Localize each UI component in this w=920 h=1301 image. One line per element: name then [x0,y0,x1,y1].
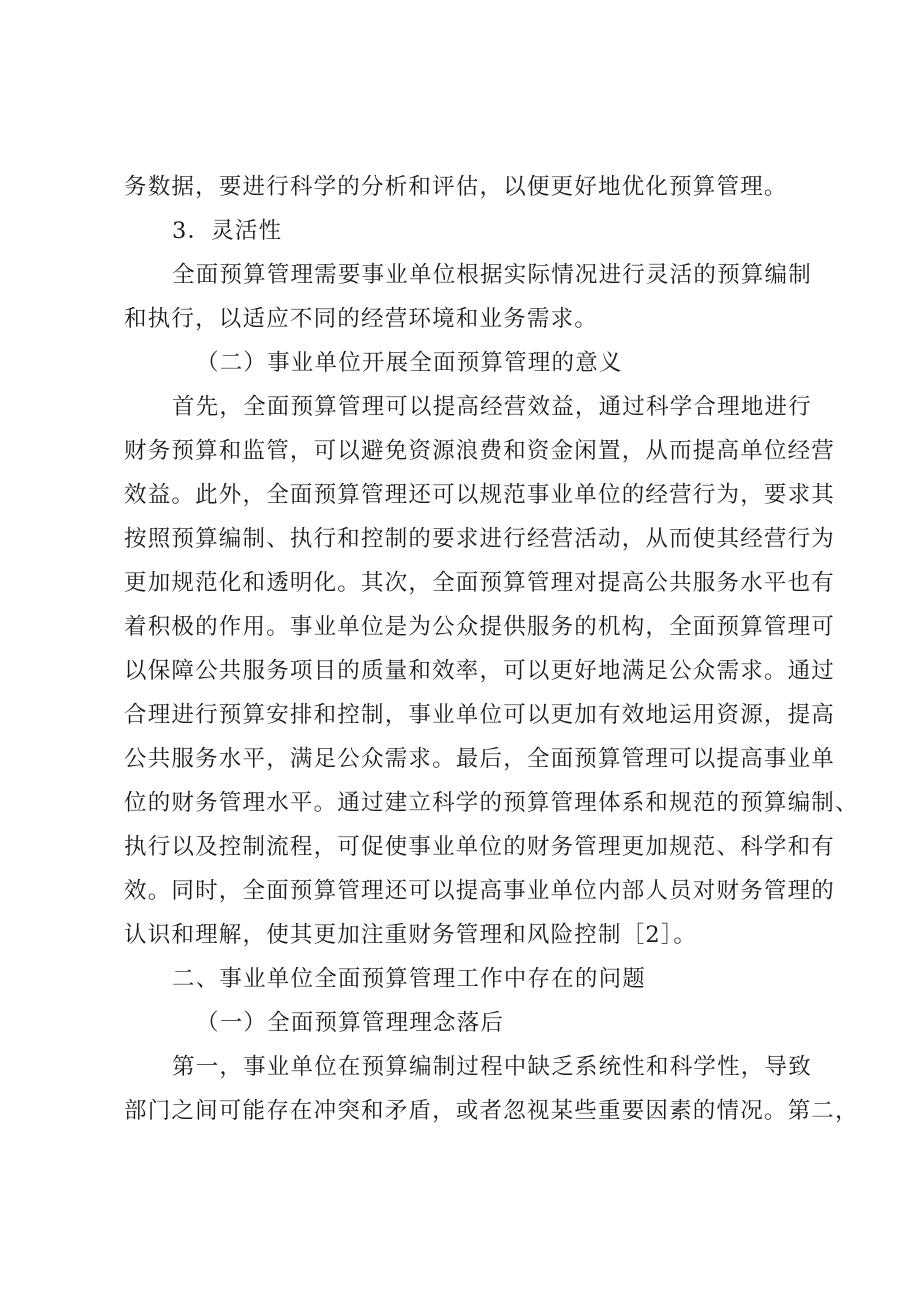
paragraph-line: 第一，事业单位在预算编制过程中缺乏系统性和科学性，导致 [172,1054,812,1080]
paragraph-line: 效。同时，全面预算管理还可以提高事业单位内部人员对财务管理的 [124,878,836,904]
paragraph-line: 认识和理解，使其更加注重财务管理和风险控制［2］。 [124,922,698,948]
paragraph-line: 公共服务水平，满足公众需求。最后，全面预算管理可以提高事业单 [124,746,836,772]
subsection-heading: 3．灵活性 [172,218,283,244]
paragraph-line: 财务预算和监管，可以避免资源浪费和资金闲置，从而提高单位经营 [124,438,836,464]
paragraph-line: 首先，全面预算管理可以提高经营效益，通过科学合理地进行 [172,394,812,420]
chapter-heading: 二、事业单位全面预算管理工作中存在的问题 [172,966,647,992]
section-heading: （一）全面预算管理理念落后 [196,1010,505,1036]
paragraph-line: 按照预算编制、执行和控制的要求进行经营活动，从而使其经营行为 [124,526,836,552]
paragraph-line: 执行以及控制流程，可促使事业单位的财务管理更加规范、科学和有 [124,834,836,860]
paragraph-line: 部门之间可能存在冲突和矛盾，或者忽视某些重要因素的情况。第二， [124,1098,859,1124]
paragraph-line: 着积极的作用。事业单位是为公众提供服务的机构，全面预算管理可 [124,614,836,640]
section-heading: （二）事业单位开展全面预算管理的意义 [196,350,623,376]
paragraph-line: 效益。此外，全面预算管理还可以规范事业单位的经营行为，要求其 [124,482,836,508]
paragraph-line: 和执行，以适应不同的经营环境和业务需求。 [124,306,599,332]
paragraph-line: 全面预算管理需要事业单位根据实际情况进行灵活的预算编制 [172,262,812,288]
paragraph-line: 位的财务管理水平。通过建立科学的预算管理体系和规范的预算编制、 [124,790,859,816]
paragraph-line: 更加规范化和透明化。其次，全面预算管理对提高公共服务水平也有 [124,570,836,596]
paragraph-line: 务数据，要进行科学的分析和评估，以便更好地优化预算管理。 [124,174,788,200]
paragraph-line: 以保障公共服务项目的质量和效率，可以更好地满足公众需求。通过 [124,658,836,684]
paragraph-line: 合理进行预算安排和控制，事业单位可以更加有效地运用资源，提高 [124,702,836,728]
